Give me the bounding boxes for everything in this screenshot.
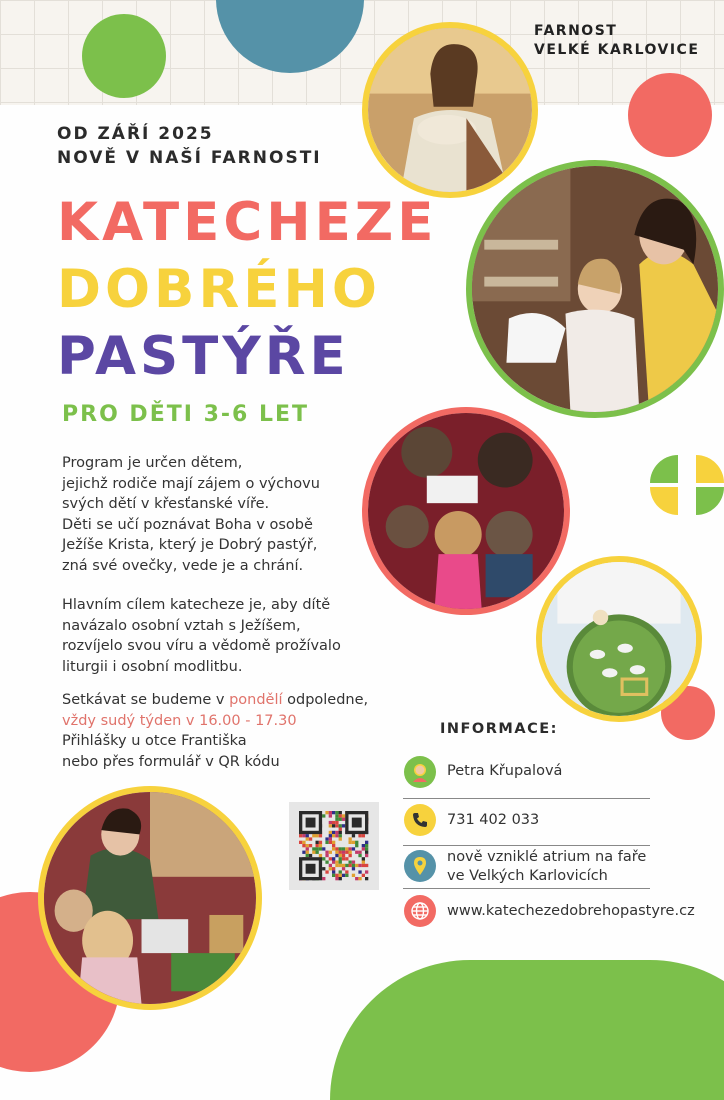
title-line-3: PASTÝŘE — [57, 326, 350, 387]
highlight-monday: pondělí — [229, 692, 283, 708]
p3-text: Setkávat se budeme v — [62, 692, 230, 708]
paragraph-program — [62, 453, 320, 576]
divider — [403, 845, 650, 846]
divider — [403, 798, 650, 799]
qr-code[interactable] — [289, 802, 379, 890]
highlight-schedule: vždy sudý týden v 16.00 - 17.30 — [62, 712, 297, 729]
kicker-date: OD ZÁŘÍ 2025 — [57, 124, 214, 144]
divider — [403, 888, 650, 889]
p3-text: odpoledne, — [282, 692, 369, 708]
p2-line: rozvíjelo svou víru a vědomě prožívalo — [62, 638, 341, 654]
parish-line-1: FARNOST — [534, 23, 618, 39]
photo-children-with-box — [38, 786, 262, 1010]
deco-green-arc — [330, 960, 724, 1100]
phone-icon — [404, 804, 436, 836]
photo-children-circle — [362, 407, 570, 615]
photo-woman-and-girl — [466, 160, 724, 418]
info-heading: INFORMACE: — [440, 721, 558, 737]
p1-line: Program je určen dětem, — [62, 455, 243, 471]
contact-person: Petra Křupalová — [447, 763, 563, 779]
location-pin-icon — [404, 850, 436, 882]
globe-icon — [404, 895, 436, 927]
paragraph-goal — [62, 595, 341, 677]
contact-place — [447, 848, 646, 886]
p2-line: liturgii i osobní modlitbu. — [62, 658, 243, 675]
p1-line: jejichž rodiče mají zájem o výchovu — [62, 475, 320, 492]
p3-line-4: nebo přes formulář v QR kódu — [62, 753, 280, 770]
place-line-1: nově vzniklé atrium na faře — [447, 849, 647, 865]
photo-sheep-diorama — [536, 556, 702, 722]
age-group: PRO DĚTI 3-6 LET — [62, 402, 310, 427]
deco-circle-green — [82, 14, 166, 98]
paragraph-meetings — [62, 690, 368, 772]
person-icon — [404, 756, 436, 788]
p3-line-3: Přihlášky u otce Františka — [62, 733, 247, 749]
parish-name — [534, 22, 699, 60]
title-line-1: KATECHEZE — [57, 192, 438, 253]
p2-line: Hlavním cílem katecheze je, aby dítě — [62, 597, 331, 613]
p1-line: svých dětí v křesťanské víře. — [62, 496, 270, 512]
p1-line: Děti se učí poznávat Boha v osobě — [62, 516, 313, 533]
p3-line-1 — [62, 690, 368, 711]
contact-phone[interactable]: 731 402 033 — [447, 812, 540, 828]
kicker — [57, 122, 322, 170]
contact-website[interactable]: www.katechezedobrehopastyre.cz — [447, 903, 695, 919]
p1-line: Ježíše Krista, který je Dobrý pastýř, — [62, 537, 318, 553]
photo-jesus-with-lamb — [362, 22, 538, 198]
place-line-2: ve Velkých Karlovicích — [447, 868, 608, 884]
title-line-2: DOBRÉHO — [57, 259, 381, 320]
parish-line-2: VELKÉ KARLOVICE — [534, 42, 700, 58]
p2-line: navázalo osobní vztah s Ježíšem, — [62, 617, 301, 634]
kicker-new: NOVĚ V NAŠÍ FARNOSTI — [57, 148, 322, 168]
deco-circle-coral — [628, 73, 712, 157]
deco-swirl-shape — [650, 455, 724, 515]
p1-line: zná své ovečky, vede je a chrání. — [62, 557, 304, 574]
